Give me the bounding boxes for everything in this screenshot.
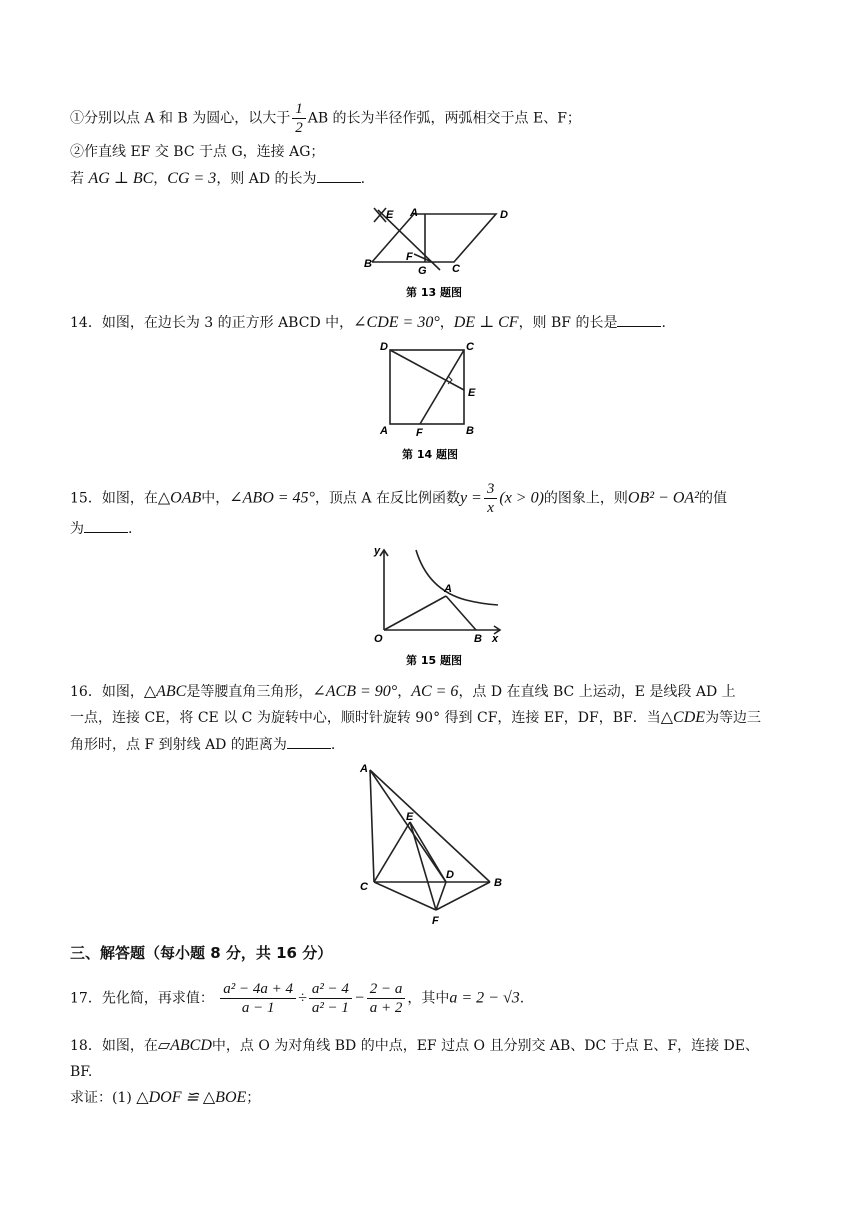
label-a: A [410, 207, 418, 219]
q13-condition: 若 AG ⊥ BC，CG = 3，则 AD 的长为 . [70, 170, 366, 187]
q16-question-line3: 角形时，点 F 到射线 AD 的距离为 . [70, 734, 335, 755]
q13-step1: ①分别以点 A 和 B 为圆心，以大于 $\frac{1}{2}$ AB 的长为半径作弧，两弧相交于点 E、F； [70, 101, 581, 136]
figure-14 [376, 336, 486, 466]
segment-oa [384, 596, 446, 630]
label-a: A [444, 583, 452, 595]
answer-blank [617, 312, 661, 327]
fraction-3-over-x: $\frac{3}{x}$ [484, 480, 498, 517]
label-c: C [452, 263, 460, 275]
segment-ce [374, 822, 410, 882]
label-e: E [468, 387, 476, 399]
section-heading: 三、解答题（每小题 8 分，共 16 分） [70, 944, 333, 962]
label-d: D [380, 341, 388, 353]
label-c: C [466, 341, 474, 353]
segment-cf [374, 882, 436, 910]
q15-question-line2: 为 . [70, 518, 132, 539]
q18-proof-part1: 求证：(1) △DOF ≌ △BOE； [70, 1089, 261, 1106]
q16-question-line2: 一点，连接 CE，将 CE 以 C 为旋转中心，顺时针旋转 90° 得到 CF，连接 EF，DF，BF．当△CDE为等边三 [70, 709, 762, 726]
figure-15-caption: 第 15 题图 [406, 654, 462, 667]
q14-question: 14．如图，在边长为 3 的正方形 ABCD 中，∠CDE = 30°，DE ⊥ CF，则 BF 的长是 . [70, 314, 666, 331]
fraction-half: $\frac{1}{2}$ [292, 100, 306, 137]
label-g: G [418, 265, 427, 277]
q17-question: 17．先化简，再求值： $\frac{\text{a² − 4a + 4}}{a - 1}$ ÷ $\frac{\text{a² − 4}}{\text{a² − 1}}$ − $\frac{2 - a}{a + 2}$ ，其中a = 2 − √3. [70, 981, 525, 1016]
label-d: D [500, 209, 508, 221]
label-y: y [374, 545, 381, 557]
figure-16 [356, 760, 512, 930]
label-a: A [360, 763, 368, 775]
label-e: E [406, 811, 414, 823]
label-b: B [474, 633, 482, 645]
label-o: O [374, 633, 383, 645]
label-d: D [446, 869, 454, 881]
segment-ed [410, 822, 446, 882]
label-f: F [432, 915, 439, 927]
fraction-1: $\frac{\text{a² − 4a + 4}}{a - 1}$ [220, 980, 296, 1017]
label-f: F [416, 427, 423, 439]
figure-15 [366, 542, 506, 670]
q13-step2: ②作直线 EF 交 BC 于点 G，连接 AG； [70, 144, 325, 160]
fraction-2: $\frac{\text{a² − 4}}{\text{a² − 1}}$ [309, 980, 352, 1017]
label-c: C [360, 881, 368, 893]
segment-ac [370, 770, 374, 882]
answer-blank [287, 734, 331, 749]
q18-question-line2: BF. [70, 1064, 93, 1080]
figure-13-caption: 第 13 题图 [406, 286, 462, 299]
label-x: x [492, 633, 499, 645]
segment-ab [370, 770, 490, 882]
figure-13 [360, 204, 520, 300]
label-a: A [380, 425, 388, 437]
q16-question-line1: 16．如图，△ABC是等腰直角三角形，∠ACB = 90°，AC = 6，点 D 在直线 BC 上运动，E 是线段 AD 上 [70, 683, 736, 700]
label-f: F [406, 251, 413, 263]
answer-blank [84, 518, 128, 533]
segment-ef [410, 822, 436, 910]
fraction-3: $\frac{2 - a}{a + 2}$ [367, 980, 406, 1017]
figure-14-caption: 第 14 题图 [402, 448, 458, 461]
q18-question-line1: 18．如图，在▱ABCD中，点 O 为对角线 BD 的中点，EF 过点 O 且分别交 AB、DC 于点 E、F，连接 DE、 [70, 1037, 759, 1054]
answer-blank [317, 168, 361, 183]
hyperbola-curve [416, 550, 498, 605]
label-b: B [466, 425, 474, 437]
label-b: B [364, 258, 372, 270]
label-e: E [386, 209, 394, 221]
q15-question-line1: 15．如图，在△OAB中，∠ABO = 45°，顶点 A 在反比例函数y = $\frac{3}{x}$ (x > 0)的图象上，则OB² − OA²的值 [70, 481, 727, 516]
label-b: B [494, 877, 502, 889]
